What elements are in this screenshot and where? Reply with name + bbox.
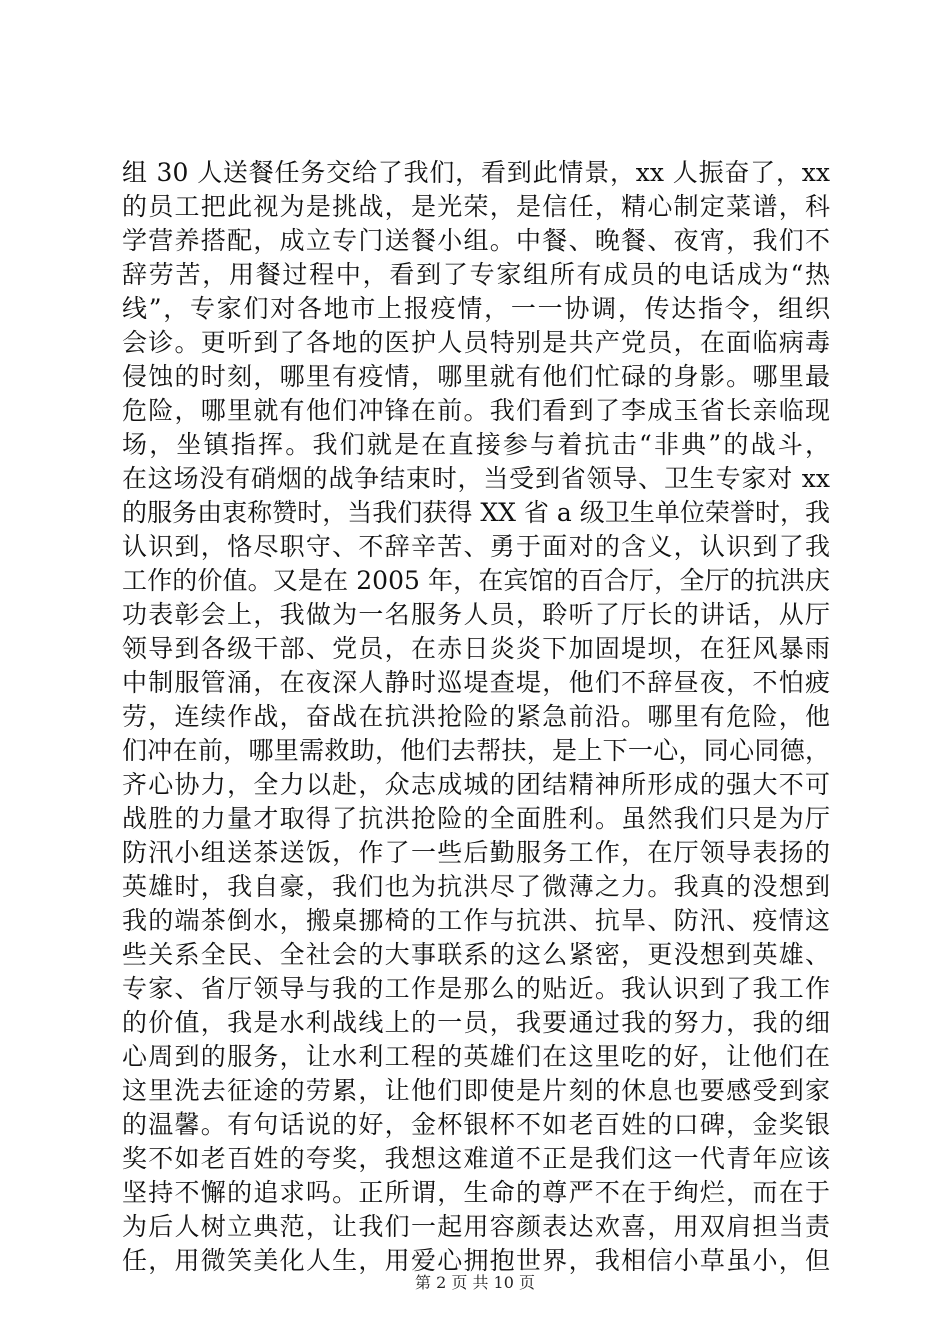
text-line: 领导到各级干部、党员，在赤日炎炎下加固堤坝，在狂风暴雨 — [122, 634, 830, 663]
text-line: 任，用微笑美化人生，用爱心拥抱世界，我相信小草虽小，但 — [122, 1246, 830, 1275]
text-line: 中制服管涌，在夜深人静时巡堤查堤，他们不辞昼夜，不怕疲 — [122, 668, 830, 697]
text-line: 的员工把此视为是挑战，是光荣，是信任，精心制定菜谱，科 — [122, 192, 830, 221]
text-line: 线”，专家们对各地市上报疫情，一一协调，传达指令，组织 — [122, 294, 830, 323]
text-line: 辞劳苦，用餐过程中，看到了专家组所有成员的电话成为“热 — [122, 260, 830, 289]
text-line: 学营养搭配，成立专门送餐小组。中餐、晚餐、夜宵，我们不 — [122, 226, 830, 255]
document-body — [122, 156, 830, 1278]
text-line: 组 30 人送餐任务交给了我们，看到此情景，xx 人振奋了，xx — [122, 158, 830, 187]
text-line: 侵蚀的时刻，哪里有疫情，哪里就有他们忙碌的身影。哪里最 — [122, 362, 830, 391]
text-line: 我的端茶倒水，搬桌挪椅的工作与抗洪、抗旱、防汛、疫情这 — [122, 906, 830, 935]
text-line: 心周到的服务，让水利工程的英雄们在这里吃的好，让他们在 — [122, 1042, 830, 1071]
text-line: 战胜的力量才取得了抗洪抢险的全面胜利。虽然我们只是为厅 — [122, 804, 830, 833]
text-line: 坚持不懈的追求吗。正所谓，生命的尊严不在于绚烂，而在于 — [122, 1178, 830, 1207]
text-line: 专家、省厅领导与我的工作是那么的贴近。我认识到了我工作 — [122, 974, 830, 1003]
text-line: 功表彰会上，我做为一名服务人员，聆听了厅长的讲话，从厅 — [122, 600, 830, 629]
text-line: 防汛小组送茶送饭，作了一些后勤服务工作，在厅领导表扬的 — [122, 838, 830, 867]
text-line: 英雄时，我自豪，我们也为抗洪尽了微薄之力。我真的没想到 — [122, 872, 830, 901]
text-line: 为后人树立典范，让我们一起用容颜表达欢喜，用双肩担当责 — [122, 1212, 830, 1241]
text-line: 们冲在前，哪里需救助，他们去帮扶，是上下一心，同心同德， — [122, 736, 830, 765]
text-line: 劳，连续作战，奋战在抗洪抢险的紧急前沿。哪里有危险，他 — [122, 702, 830, 731]
text-line: 奖不如老百姓的夸奖，我想这难道不正是我们这一代青年应该 — [122, 1144, 830, 1173]
text-line: 工作的价值。又是在 2005 年，在宾馆的百合厅，全厅的抗洪庆 — [122, 566, 830, 595]
text-line: 在这场没有硝烟的战争结束时，当受到省领导、卫生专家对 xx — [122, 464, 830, 493]
text-line: 这里洗去征途的劳累，让他们即使是片刻的休息也要感受到家 — [122, 1076, 830, 1105]
text-line: 场，坐镇指挥。我们就是在直接参与着抗击“非典”的战斗， — [122, 430, 830, 459]
text-line: 的价值，我是水利战线上的一员，我要通过我的努力，我的细 — [122, 1008, 830, 1037]
text-line: 会诊。更听到了各地的医护人员特别是共产党员，在面临病毒 — [122, 328, 830, 357]
text-line: 的温馨。有句话说的好，金杯银杯不如老百姓的口碑，金奖银 — [122, 1110, 830, 1139]
text-line: 些关系全民、全社会的大事联系的这么紧密，更没想到英雄、 — [122, 940, 830, 969]
text-line: 齐心协力，全力以赴，众志成城的团结精神所形成的强大不可 — [122, 770, 830, 799]
text-line: 危险，哪里就有他们冲锋在前。我们看到了李成玉省长亲临现 — [122, 396, 830, 425]
page-footer: 第 2 页 共 10 页 — [415, 1273, 535, 1292]
text-line: 认识到，恪尽职守、不辞辛苦、勇于面对的含义，认识到了我 — [122, 532, 830, 561]
text-line: 的服务由衷称赞时，当我们获得 XX 省 a 级卫生单位荣誉时，我 — [122, 498, 830, 527]
